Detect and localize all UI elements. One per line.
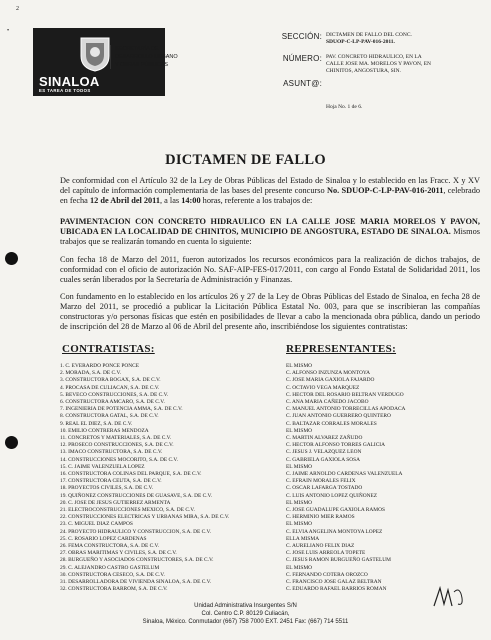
list-item: C. FERNANDO COTERA OROZCO <box>286 571 368 578</box>
list-item: C. JOSE GUADALUPE GAXIOLA RAMOS <box>286 507 385 514</box>
contratistas-list <box>60 363 229 594</box>
list-item: C. JESUS J. VELAZQUEZ LEON <box>286 449 362 456</box>
list-item: C. FRANCISCO JOSE GALAZ BELTRAN <box>286 579 382 586</box>
list-item: 30. CONSTRUCTORA CESECO, S.A. DE C.V. <box>60 571 165 578</box>
numero-label: NÚMERO: <box>282 54 322 63</box>
list-item: C. EFRAIN MORALES FELIX <box>286 478 356 485</box>
list-item: EL MISMO <box>286 499 313 506</box>
list-item: C. AURELIANO FELIX DIAZ <box>286 543 355 550</box>
list-item: 17. CONSTRUCTORA CEUTA, S.A. DE C.V. <box>60 478 162 485</box>
list-item: 25. C. ROSARIO LOPEZ CARDENAS <box>60 535 147 542</box>
list-item: C. EDUARDO RAFAEL BARRIOS ROMAN <box>286 586 387 593</box>
list-item: 28. BURGUEÑO Y ASOCIADOS CONSTRUCTORES, S.A. DE C.V. <box>60 557 214 564</box>
list-item: C. JOSE MARIA GAXIOLA FAJARDO <box>286 377 375 384</box>
list-item: C. MARTIN ALVAREZ ZAÑUDO <box>286 435 363 442</box>
list-item: 26. FEMA CONSTRUCTORA, S.A. DE C.V. <box>60 543 160 550</box>
list-item: 16. CONSTRUCTORA COLINAS DEL PARQUE, S.A. DE C.V. <box>60 471 202 478</box>
list-item: C. ALFONSO INZUNZA MONTOYA <box>286 370 371 377</box>
list-item: 18. PROYECTOS CIVILES, S.A. DE C.V. <box>60 485 154 492</box>
list-item: C. HECTOR ALFONSO TORRES GALICIA <box>286 442 385 449</box>
list-item: ELLA MISMA <box>286 535 320 542</box>
list-item: C. MANUEL ANTONIO TORRECILLAS APODACA <box>286 406 406 413</box>
handwritten-signature <box>432 582 466 612</box>
representantes-heading: REPRESENTANTES: <box>286 343 397 355</box>
contratistas-heading: CONTRATISTAS: <box>62 343 155 355</box>
list-item: C. JOSE LUIS ARREOLA TOPETE <box>286 550 366 557</box>
footer-address: Unidad Administrativa Insurgentes S/N Col. Centro C.P. 80129 Culiacán, Sinaloa, México. Conmutador (667) 758 7000 EXT. 2451 Fax: (667) 714 5511 <box>142 603 349 625</box>
list-item: C. HERMINIO MIER RAMOS <box>286 514 355 521</box>
state-crest-icon <box>77 34 113 72</box>
secretaria-label: SECRETARÍA DE DESARROLLO URBANO Y OBRAS PÚBLICAS <box>110 45 178 69</box>
list-item: C. GABRIELA GAXIOLA SOSA <box>286 456 360 463</box>
list-item: 23. C. MIGUEL DIAZ CAMPOS <box>60 521 133 528</box>
list-item: EL MISMO <box>286 521 313 528</box>
list-item: C. HECTOR DEL ROSARIO BELTRAN VERDUGO <box>286 391 404 398</box>
list-item: 5. BEVECO CONSTRUCCIONES, S.A. DE C.V. <box>60 391 169 398</box>
list-item: EL MISMO <box>286 363 313 369</box>
list-item: 6. CONSTRUCTORA AMCARO, S.A. DE C.V. <box>60 399 165 406</box>
list-item: 13. IMACO CONSTRUCTORA, S.A. DE C.V. <box>60 449 163 456</box>
list-item: 14. CONSTRUCCIONES MOCORITO, S.A. DE C.V. <box>60 456 178 463</box>
corner-mark: 2 <box>16 6 19 12</box>
punch-hole <box>5 436 18 449</box>
list-item: 2. MORADA, S.A. DE C.V. <box>60 370 122 377</box>
list-item: C. ANA MARIA CAÑEDO JACOBO <box>286 399 369 406</box>
list-item: 19. QUIÑONEZ CONSTRUCCIONES DE GUASAVE, S.A. DE C.V. <box>60 492 213 499</box>
list-item: C. LUIS ANTONIO LOPEZ QUIÑONEZ <box>286 492 378 499</box>
document-title: DICTAMEN DE FALLO <box>165 152 326 168</box>
list-item: 9. REAL EL DIEZ, S.A. DE C.V. <box>60 420 133 427</box>
list-item: C. JUAN ANTONIO GUERRERO QUINTERO <box>286 413 391 420</box>
list-item: 12. PROSECO CONSTRUCCIONES, S.A. DE C.V. <box>60 442 174 449</box>
list-item: EL MISMO <box>286 427 313 434</box>
list-item: EL MISMO <box>286 463 313 470</box>
list-item: C. JAIME ARNOLDO CARDENAS VALENZUELA <box>286 471 403 478</box>
page-number: Hoja No. 1 de 6. <box>326 104 363 110</box>
paragraph-licitacion: Con fundamento en lo establecido en los artículos 26 y 27 de la Ley de Obras Públicas del Estado de Sinaloa, en fecha 28 de Marzo del 2011, se procedió a publicar la Licitación Pública Estatal No. 003, para que se inscribieran las compañías constructoras y/o personas físicas que estén en posibilidades de llevar a cabo la mencionada obra pública, dando un periodo de inscripción del 28 de Marzo al 06 de Abril del presente año, inscribiéndose los siguientes contratistas: <box>60 292 480 331</box>
paragraph-funding: Con fecha 18 de Marzo del 2011, fueron autorizados los recursos económicos para la realización de dichos trabajos, de conformidad con el oficio de autorización No. SAF-AIP-FES-017/2011, con cargo al Fondo Estatal de Solidaridad 2011, los cuales serán liberados por la Secretaría de Administración y Finanzas. <box>60 255 480 284</box>
asunto-label: ASUNT@: <box>283 79 322 88</box>
paragraph-intro: De conformidad con el Artículo 32 de la Ley de Obras Públicas del Estado de Sinaloa y lo establecido en las Fracc. X y XV del capítulo de información complementaria de las bases del presente concurso No. SDUOP-C-LP-PAV-016-2011, celebrado en fecha 12 de Abril del 2011, a las 14:00 horas, referente a los trabajos de: <box>60 176 480 205</box>
list-item: 7. INGENIERIA DE POTENCIA AMMA, S.A. DE C.V. <box>60 406 183 413</box>
list-item: 29. C. ALEJANDRO CASTRO GASTELUM <box>60 564 160 571</box>
list-item: C. OCTAVIO VEGA MARQUEZ <box>286 384 360 391</box>
list-item: 11. CONCRETOS Y MATERIALES, S.A. DE C.V. <box>60 435 172 442</box>
representantes-list <box>286 363 405 594</box>
seccion-label: SECCIÓN: <box>281 32 322 41</box>
list-item: 31. DESARROLLADORA DE VIVIENDA SINALOA, S.A. DE C.V. <box>60 579 212 586</box>
list-item: 21. ELECTROCONSTRUCCIONES MEXICO, S.A. DE C.V. <box>60 507 195 514</box>
list-item: 15. C. JAIME VALENZUELA LOPEZ <box>60 463 145 470</box>
numero-value: PAV. CONCRETO HIDRAULICO, EN LA CALLE JOSE MA. MORELOS Y PAVON, EN CHINITOS, ANGOSTURA, SIN. <box>326 54 432 74</box>
list-item: C. JESUS RAMON BURGUEÑO GASTELUM <box>286 557 391 564</box>
list-item: C. BALTAZAR CORRALES MORALES <box>286 420 377 427</box>
margin-dot: • <box>7 28 10 34</box>
list-item: 10. EMILIO CONTRERAS MENDOZA <box>60 427 149 434</box>
list-item: 32. CONSTRUCTORA BARROM, S.A. DE C.V. <box>60 586 168 593</box>
seccion-value: DICTAMEN DE FALLO DEL CONC. SDUOP-C-LP-PAV-016-2011. <box>326 32 412 45</box>
logo-tagline: ES TAREA DE TODOS <box>39 88 91 93</box>
list-item: C. OSCAR LAFARGA TOSTADO <box>286 485 363 492</box>
list-item: EL MISMO <box>286 564 313 571</box>
list-item: C. ELVIA ANGELINA MONTOYA LOPEZ <box>286 528 383 535</box>
paragraph-project: PAVIMENTACION CON CONCRETO HIDRAULICO EN LA CALLE JOSE MARIA MORELOS Y PAVON, UBICADA EN LA LOCALIDAD DE CHINITOS, MUNICIPIO DE ANGOSTURA, ESTADO DE SINALOA. Mismos trabajos que se realizarán tomando en cuenta lo siguiente: <box>60 217 480 246</box>
list-item: 20. C. JOSE DE JESUS GUTIERREZ ARMENTA <box>60 499 171 506</box>
list-item: 4. PROCASA DE CULIACAN, S.A. DE C.V. <box>60 384 160 391</box>
logo-wordmark: SINALOA <box>39 74 100 89</box>
punch-hole <box>5 252 18 265</box>
list-item: 8. CONSTRUCTORA GATAL, S.A. DE C.V. <box>60 413 159 420</box>
list-item: 24. PROYECTO HIDRAULICO Y CONSTRUCCION, S.A. DE C.V. <box>60 528 212 535</box>
list-item: 3. CONSTRUCTORA BOGAX, S.A. DE C.V. <box>60 377 161 384</box>
list-item: 1. C. EVERARDO PONCE PONCE <box>60 363 140 369</box>
list-item: 27. OBRAS MARITIMAS Y CIVILES, S.A. DE C.V. <box>60 550 177 557</box>
list-item: 22. CONSTRUCCIONES ELECTRICAS Y URBANAS MIRA, S.A. DE C.V. <box>60 514 230 521</box>
